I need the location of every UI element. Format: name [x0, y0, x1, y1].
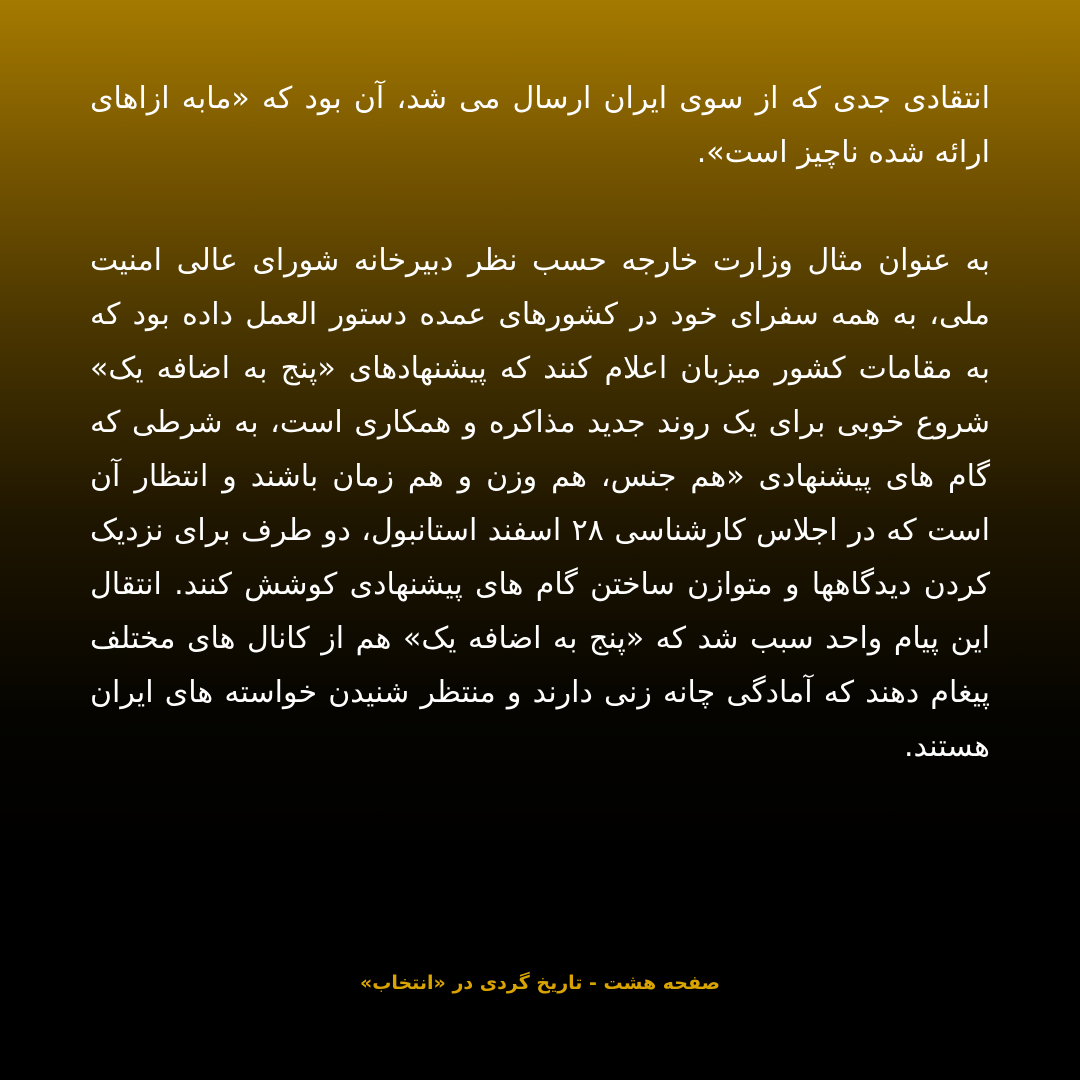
body-paragraph: به عنوان مثال وزارت خارجه حسب نظر دبیرخانه شورای عالی امنیت ملی، به همه سفرای خود در کشورهای عمده دستور العمل داده بود که به مقامات کشور میزبان اعلام کنند که پیشنهادهای «پنج به اضافه یک» شروع خوبی برای یک روند جدید مذاکره و همکاری است، به شرطی که گام های پیشنهادی «هم جنس، هم وزن و هم زمان باشند و انتظار آن است که در اجلاس کارشناسی ۲۸ اسفند استانبول، دو طرف برای نزدیک کردن دیدگاهها و متوازن ساختن گام های پیشنهادی کوشش کنند. انتقال این پیام واحد سبب شد که «پنج به اضافه یک» هم از کانال های مختلف پیغام دهند که آمادگی چانه زنی دارند و منتظر شنیدن خواسته های ایران هستند. — [90, 243, 991, 764]
article-text — [90, 72, 990, 774]
intro-paragraph: انتقادی جدی که از سوی ایران ارسال می شد، آن بود که «مابه ازاهای ارائه شده ناچیز است». — [90, 81, 990, 170]
paragraph-spacer — [90, 180, 990, 234]
page-footer: صفحه هشت - تاریخ گردی در «انتخاب» — [359, 972, 721, 994]
